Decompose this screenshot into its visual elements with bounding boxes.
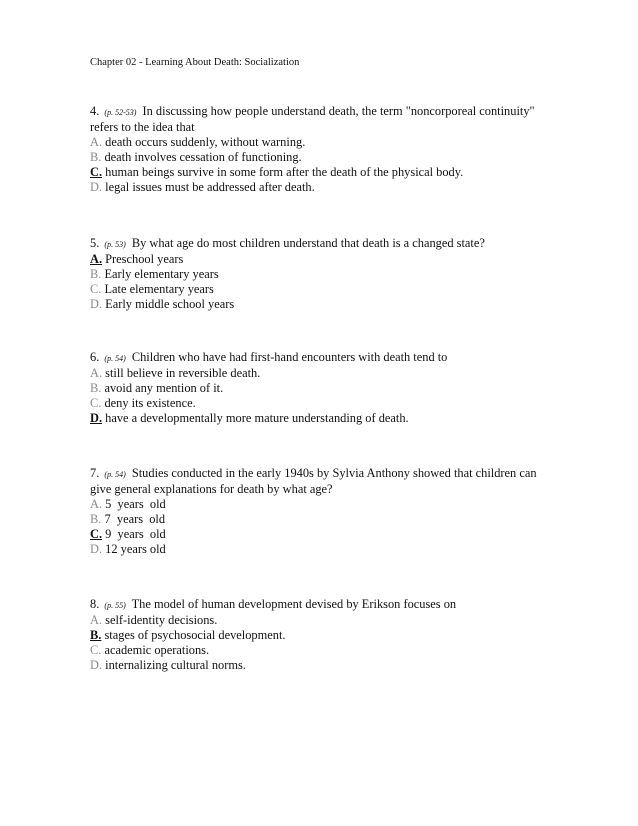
option-text: legal issues must be addressed after death. (105, 180, 315, 195)
question-8 (90, 597, 560, 673)
option-b (90, 150, 560, 165)
option-text: 9 years old (105, 527, 166, 542)
option-letter: B. (90, 512, 102, 527)
option-letter: D. (90, 297, 103, 312)
question-stem (90, 104, 560, 135)
option-text: still believe in reversible death. (105, 366, 261, 381)
option-text: 5 years old (105, 497, 166, 512)
question-number: 4. (90, 104, 100, 118)
page-reference: (p. 52-53) (104, 108, 137, 117)
option-text: have a developmentally more mature understanding of death. (105, 411, 409, 426)
option-letter: C. (90, 643, 102, 658)
question-number: 7. (90, 466, 100, 480)
option-b (90, 512, 560, 527)
option-c (90, 282, 560, 297)
option-text: death occurs suddenly, without warning. (105, 135, 306, 150)
page-reference: (p. 53) (104, 240, 126, 249)
option-letter: C. (90, 282, 102, 297)
option-text: internalizing cultural norms. (105, 658, 246, 673)
option-a (90, 497, 560, 512)
correct-answer-letter: B. (90, 628, 102, 643)
option-d (90, 658, 560, 673)
option-text: Preschool years (105, 252, 184, 267)
option-b (90, 267, 560, 282)
option-text: deny its existence. (104, 396, 196, 411)
option-letter: A. (90, 366, 103, 381)
option-letter: D. (90, 180, 103, 195)
question-text: In discussing how people understand death, the term "noncorporeal continuity" refers to the idea that (90, 104, 535, 135)
question-7 (90, 466, 560, 558)
question-number: 8. (90, 597, 100, 611)
option-c (90, 527, 560, 542)
question-text: Children who have had first-hand encounters with death tend to (131, 350, 448, 364)
option-a (90, 613, 560, 628)
option-text: 12 years old (105, 542, 166, 557)
option-letter: A. (90, 135, 103, 150)
option-text: death involves cessation of functioning. (104, 150, 302, 165)
option-c (90, 643, 560, 658)
correct-answer-letter: C. (90, 527, 103, 542)
page-reference: (p. 54) (104, 354, 126, 363)
question-text: The model of human development devised by Erikson focuses on (131, 597, 457, 611)
option-text: Early middle school years (105, 297, 235, 312)
question-number: 5. (90, 236, 100, 250)
question-text: Studies conducted in the early 1940s by Sylvia Anthony showed that children can give general explanations for death by what age? (90, 466, 537, 497)
option-text: stages of psychosocial development. (104, 628, 286, 643)
option-text: academic operations. (104, 643, 210, 658)
option-letter: C. (90, 396, 102, 411)
option-c (90, 396, 560, 411)
option-text: Early elementary years (104, 267, 219, 282)
page-reference: (p. 55) (104, 601, 126, 610)
option-a (90, 135, 560, 150)
correct-answer-letter: D. (90, 411, 103, 426)
question-6 (90, 350, 560, 426)
question-number: 6. (90, 350, 100, 364)
question-stem (90, 236, 560, 252)
option-letter: B. (90, 381, 102, 396)
option-d (90, 297, 560, 312)
option-d (90, 180, 560, 195)
correct-answer-letter: A. (90, 252, 103, 267)
option-letter: B. (90, 150, 102, 165)
question-5 (90, 236, 560, 312)
question-stem (90, 466, 560, 497)
option-letter: A. (90, 613, 103, 628)
option-text: 7 years old (104, 512, 166, 527)
option-letter: D. (90, 658, 103, 673)
question-4 (90, 104, 560, 196)
option-letter: B. (90, 267, 102, 282)
option-d (90, 542, 560, 557)
option-d (90, 411, 560, 426)
option-text: self-identity decisions. (105, 613, 218, 628)
option-c (90, 165, 560, 180)
option-a (90, 366, 560, 381)
question-stem (90, 350, 560, 366)
option-b (90, 628, 560, 643)
page-header: Chapter 02 - Learning About Death: Socialization (90, 57, 300, 68)
option-letter: A. (90, 497, 103, 512)
page-reference: (p. 54) (104, 470, 126, 479)
option-text: human beings survive in some form after the death of the physical body. (105, 165, 464, 180)
option-b (90, 381, 560, 396)
option-text: Late elementary years (104, 282, 214, 297)
question-text: By what age do most children understand that death is a changed state? (131, 236, 485, 250)
option-a (90, 252, 560, 267)
option-text: avoid any mention of it. (104, 381, 224, 396)
option-letter: D. (90, 542, 103, 557)
correct-answer-letter: C. (90, 165, 103, 180)
question-stem (90, 597, 560, 613)
